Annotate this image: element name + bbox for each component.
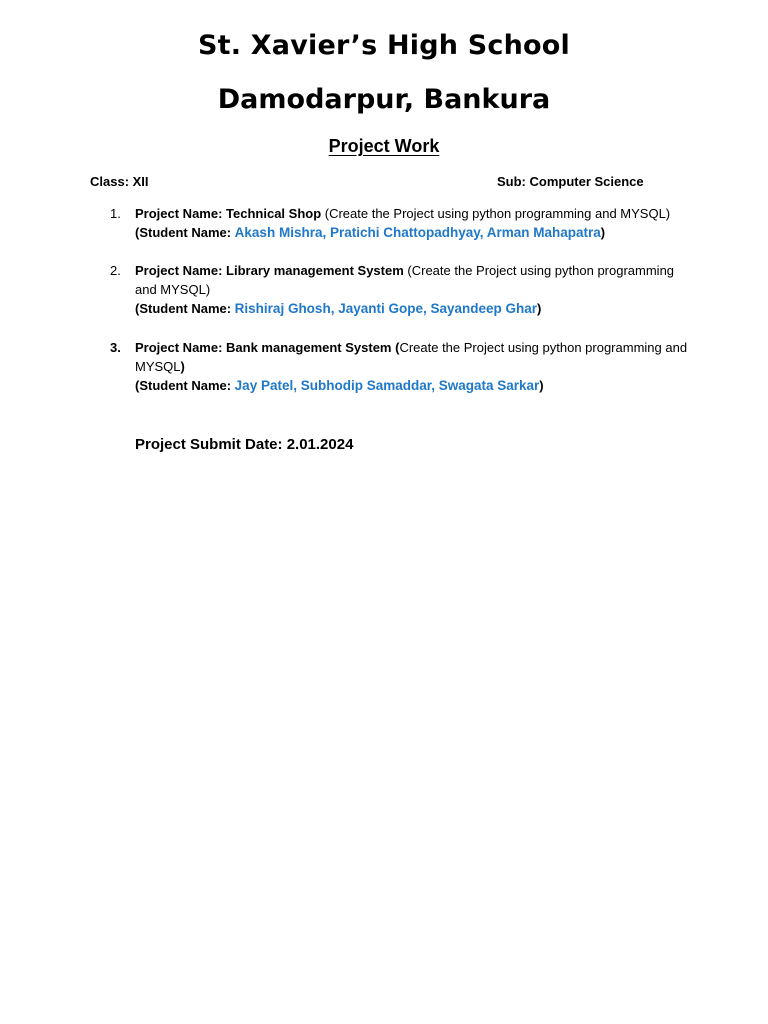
- page-title: Project Work: [328, 136, 440, 156]
- project-name: Project Name: Library management System: [135, 263, 404, 278]
- subject-label: Sub: Computer Science: [497, 174, 644, 189]
- student-names: Jay Patel, Subhodip Samaddar, Swagata Sarkar: [234, 378, 540, 393]
- school-name: St. Xavier’s High School: [197, 30, 571, 61]
- project-number: 2.: [110, 263, 121, 278]
- school-location: Damodarpur, Bankura: [217, 84, 551, 115]
- student-line: [135, 223, 690, 242]
- description-close: ): [180, 359, 185, 374]
- project-name: Project Name: Technical Shop: [135, 206, 322, 221]
- student-line: [135, 299, 690, 318]
- student-line: [135, 376, 690, 395]
- student-label: (Student Name:: [135, 225, 235, 240]
- project-description: Create the Project using python programming and MYSQL: [135, 340, 688, 374]
- student-close: ): [600, 225, 606, 240]
- project-body: [135, 204, 690, 242]
- project-line: [135, 338, 690, 376]
- project-description: (Create the Project using python programming and MYSQL): [135, 263, 675, 297]
- project-line: [135, 204, 690, 223]
- project-body: [135, 261, 690, 318]
- project-number: 3.: [110, 340, 121, 355]
- student-label: (Student Name:: [135, 378, 235, 393]
- project-description: (Create the Project using python programming and MYSQL): [321, 206, 671, 221]
- student-names: Akash Mishra, Pratichi Chattopadhyay, Arman Mahapatra: [234, 225, 601, 240]
- class-label: Class: XII: [90, 174, 149, 189]
- student-names: Rishiraj Ghosh, Jayanti Gope, Sayandeep Ghar: [234, 301, 538, 316]
- submit-date: Project Submit Date: 2.01.2024: [135, 436, 354, 453]
- student-label: (Student Name:: [135, 301, 235, 316]
- project-name: Project Name: Bank management System (: [135, 340, 400, 355]
- student-close: ): [537, 301, 542, 316]
- project-number: 1.: [110, 206, 121, 221]
- student-close: ): [539, 378, 544, 393]
- project-line: [135, 261, 690, 299]
- project-body: [135, 338, 690, 395]
